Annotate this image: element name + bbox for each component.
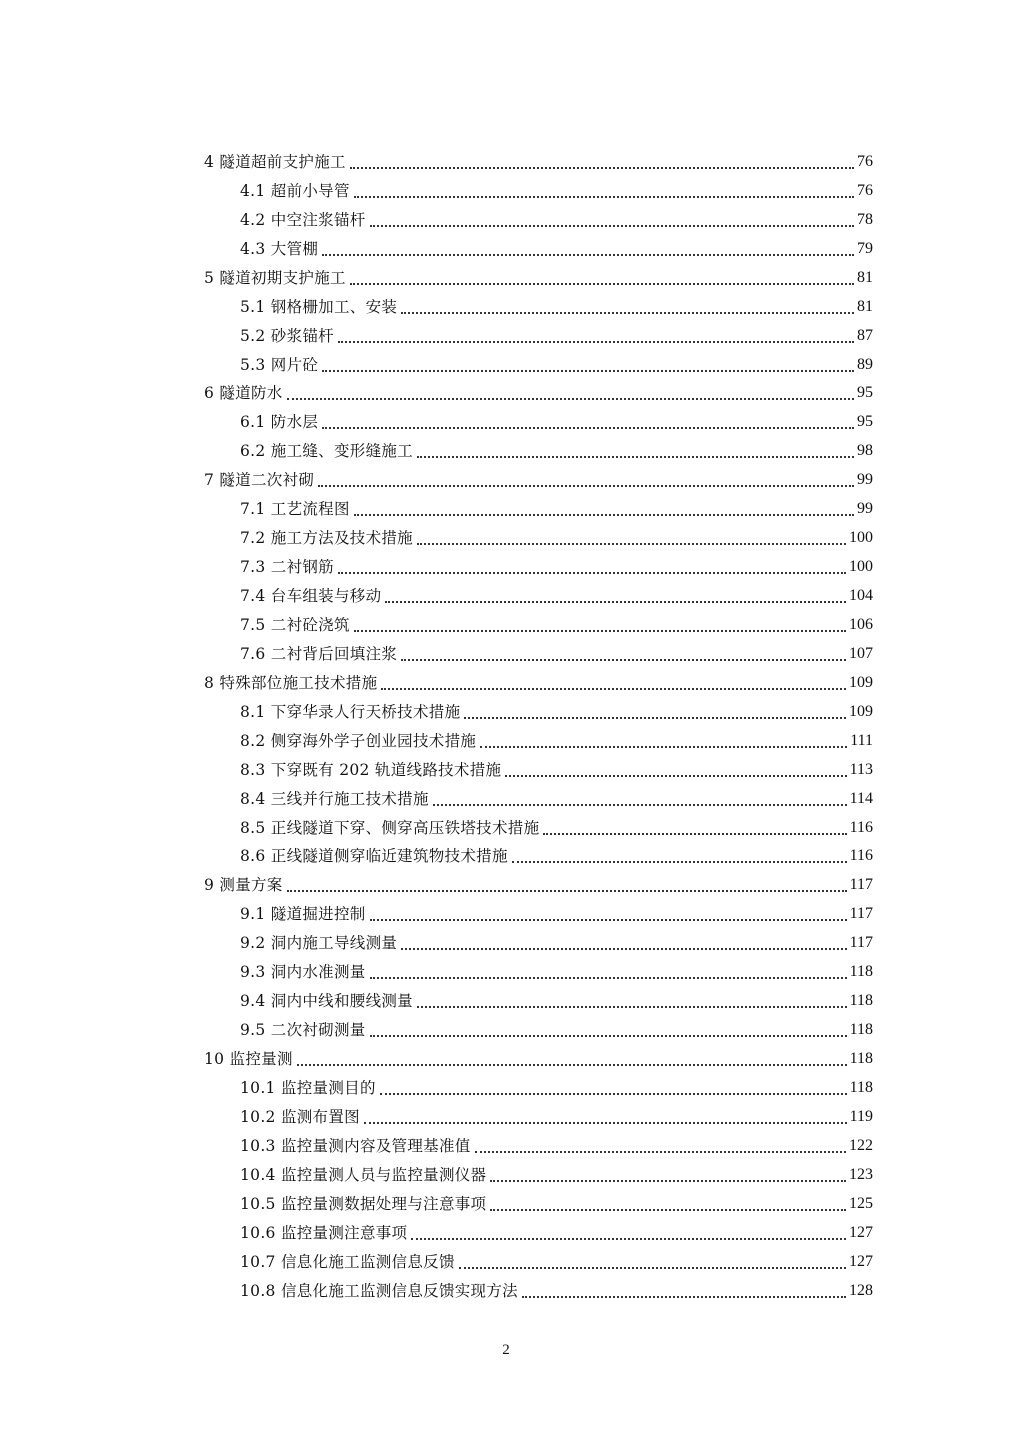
toc-dot-leader (505, 774, 846, 777)
toc-entry-page: 98 (857, 442, 873, 460)
toc-section-entry[interactable] (204, 495, 873, 524)
toc-entry-label: 4.2 中空注浆锚杆 (240, 210, 366, 229)
toc-dot-leader (370, 1034, 847, 1037)
toc-dot-leader (417, 455, 854, 458)
toc-entry-label: 10 监控量测 (204, 1050, 293, 1069)
toc-entry-label: 10.5 监控量测数据处理与注意事项 (240, 1194, 487, 1213)
toc-dot-leader (512, 860, 847, 863)
toc-dot-leader (417, 542, 846, 545)
toc-entry-label: 10.8 信息化施工监测信息反馈实现方法 (240, 1281, 518, 1300)
toc-dot-leader (417, 1005, 847, 1008)
toc-entry-label: 7 隧道二次衬砌 (204, 471, 315, 490)
page-number: 2 (502, 1342, 510, 1358)
toc-section-entry[interactable] (204, 235, 873, 264)
toc-entry-page: 123 (849, 1165, 873, 1183)
toc-dot-leader (380, 1092, 847, 1095)
toc-section-entry[interactable] (204, 929, 873, 958)
toc-entry-label: 6 隧道防水 (204, 384, 283, 403)
toc-dot-leader (354, 513, 854, 516)
toc-entry-label: 7.3 二衬钢筋 (240, 558, 334, 577)
toc-entry-label: 7.4 台车组装与移动 (240, 587, 382, 606)
toc-entry-page: 122 (849, 1136, 873, 1154)
toc-entry-label: 8.6 正线隧道侧穿临近建筑物技术措施 (240, 847, 508, 866)
toc-entry-label: 8.5 正线隧道下穿、侧穿高压铁塔技术措施 (240, 818, 540, 837)
toc-section-entry[interactable] (204, 900, 873, 929)
toc-entry-page: 87 (857, 326, 873, 344)
toc-entry-page: 116 (849, 847, 873, 865)
toc-dot-leader (364, 1121, 847, 1124)
toc-dot-leader (287, 397, 854, 400)
toc-section-entry[interactable] (204, 814, 873, 843)
toc-entry-label: 5.2 砂浆锚杆 (240, 326, 334, 345)
toc-dot-leader (433, 803, 847, 806)
toc-dot-leader (401, 947, 846, 950)
toc-entry-label: 4.3 大管棚 (240, 239, 319, 258)
toc-entry-page: 78 (857, 210, 873, 228)
toc-entry-label: 10.4 监控量测人员与监控量测仪器 (240, 1165, 487, 1184)
toc-dot-leader (297, 1063, 847, 1066)
toc-entry-page: 128 (849, 1281, 873, 1299)
toc-section-entry[interactable] (204, 958, 873, 987)
toc-entry-page: 111 (850, 731, 873, 749)
toc-entry-label: 10.7 信息化施工监测信息反馈 (240, 1252, 455, 1271)
toc-entry-label: 9.1 隧道掘进控制 (240, 905, 366, 924)
toc-dot-leader (338, 340, 854, 343)
toc-section-entry[interactable] (204, 843, 873, 872)
toc-entry-label: 5.3 网片砼 (240, 355, 319, 374)
toc-entry-page: 76 (857, 181, 873, 199)
toc-entry-page: 89 (857, 355, 873, 373)
toc-entry-label: 5 隧道初期支护施工 (204, 268, 346, 287)
toc-entry-page: 109 (849, 702, 873, 720)
toc-dot-leader (459, 1266, 846, 1269)
toc-section-entry[interactable] (204, 1074, 873, 1103)
toc-entry-label: 4 隧道超前支护施工 (204, 152, 346, 171)
toc-entry-page: 117 (849, 934, 873, 952)
toc-dot-leader (350, 282, 854, 285)
toc-entry-label: 7.6 二衬背后回填注浆 (240, 644, 398, 663)
toc-entry-page: 117 (849, 876, 873, 894)
toc-entry-page: 127 (849, 1252, 873, 1270)
toc-dot-leader (464, 716, 846, 719)
toc-dot-leader (522, 1295, 846, 1298)
toc-entry-label: 9.2 洞内施工导线测量 (240, 934, 398, 953)
toc-entry-page: 104 (849, 587, 873, 605)
toc-dot-leader (490, 1179, 846, 1182)
toc-dot-leader (543, 832, 846, 835)
toc-section-entry[interactable] (204, 611, 873, 640)
toc-entry-label: 8.2 侧穿海外学子创业园技术措施 (240, 731, 477, 750)
toc-dot-leader (385, 600, 846, 603)
toc-section-entry[interactable] (204, 1161, 873, 1190)
toc-entry-label: 9.5 二次衬砌测量 (240, 1021, 366, 1040)
toc-entry-page: 118 (849, 1078, 873, 1096)
toc-chapter-entry[interactable] (204, 466, 873, 495)
toc-dot-leader (322, 369, 854, 372)
toc-entry-label: 9.4 洞内中线和腰线测量 (240, 992, 413, 1011)
toc-entry-page: 117 (849, 905, 873, 923)
toc-entry-page: 118 (849, 992, 873, 1010)
toc-dot-leader (322, 426, 854, 429)
toc-dot-leader (370, 976, 847, 979)
toc-entry-page: 127 (849, 1223, 873, 1241)
toc-entry-page: 76 (857, 152, 873, 170)
toc-dot-leader (338, 571, 846, 574)
toc-entry-page: 99 (857, 471, 873, 489)
toc-section-entry[interactable] (204, 582, 873, 611)
toc-entry-page: 107 (849, 644, 873, 662)
toc-dot-leader (490, 1208, 846, 1211)
toc-entry-page: 125 (849, 1194, 873, 1212)
toc-dot-leader (318, 484, 854, 487)
toc-entry-page: 106 (849, 615, 873, 633)
toc-entry-page: 118 (849, 963, 873, 981)
toc-entry-page: 109 (849, 673, 873, 691)
toc-entry-label: 10.2 监测布置图 (240, 1107, 360, 1126)
toc-entry-label: 6.2 施工缝、变形缝施工 (240, 442, 413, 461)
toc-entry-page: 116 (849, 818, 873, 836)
toc-entry-label: 10.3 监控量测内容及管理基准值 (240, 1136, 471, 1155)
toc-section-entry[interactable] (204, 437, 873, 466)
toc-section-entry[interactable] (204, 206, 873, 235)
toc-section-entry[interactable] (204, 756, 873, 785)
toc-chapter-entry[interactable] (204, 669, 873, 698)
toc-entry-label: 6.1 防水层 (240, 413, 319, 432)
toc-section-entry[interactable] (204, 1016, 873, 1045)
toc-chapter-entry[interactable] (204, 871, 873, 900)
toc-entry-page: 114 (849, 789, 873, 807)
toc-dot-leader (381, 687, 846, 690)
toc-section-entry[interactable] (204, 698, 873, 727)
toc-chapter-entry[interactable] (204, 264, 873, 293)
toc-section-entry[interactable] (204, 785, 873, 814)
toc-entry-label: 9.3 洞内水准测量 (240, 963, 366, 982)
toc-chapter-entry[interactable] (204, 1045, 873, 1074)
toc-dot-leader (475, 1150, 846, 1153)
toc-dot-leader (401, 658, 846, 661)
table-of-contents (204, 148, 873, 1306)
toc-section-entry[interactable] (204, 987, 873, 1016)
toc-section-entry[interactable] (204, 408, 873, 437)
toc-dot-leader (350, 166, 854, 169)
toc-entry-label: 10.6 监控量测注意事项 (240, 1223, 408, 1242)
toc-section-entry[interactable] (204, 293, 873, 322)
toc-entry-page: 118 (849, 1021, 873, 1039)
toc-entry-page: 100 (849, 558, 873, 576)
toc-dot-leader (411, 1237, 846, 1240)
toc-entry-label: 9 测量方案 (204, 876, 283, 895)
toc-entry-label: 7.1 工艺流程图 (240, 500, 350, 519)
toc-entry-label: 10.1 监控量测目的 (240, 1078, 376, 1097)
toc-dot-leader (370, 918, 847, 921)
toc-entry-label: 4.1 超前小导管 (240, 181, 350, 200)
toc-entry-page: 79 (857, 239, 873, 257)
toc-section-entry[interactable] (204, 351, 873, 380)
toc-entry-label: 5.1 钢格栅加工、安装 (240, 297, 398, 316)
toc-entry-label: 8.4 三线并行施工技术措施 (240, 789, 429, 808)
toc-section-entry[interactable] (204, 1219, 873, 1248)
toc-chapter-entry[interactable] (204, 380, 873, 409)
toc-entry-page: 113 (849, 760, 873, 778)
toc-section-entry[interactable] (204, 1132, 873, 1161)
toc-entry-page: 119 (849, 1107, 873, 1125)
toc-section-entry[interactable] (204, 640, 873, 669)
toc-entry-page: 95 (857, 413, 873, 431)
toc-section-entry[interactable] (204, 553, 873, 582)
toc-chapter-entry[interactable] (204, 148, 873, 177)
toc-section-entry[interactable] (204, 1190, 873, 1219)
toc-entry-page: 99 (857, 500, 873, 518)
toc-entry-page: 95 (857, 384, 873, 402)
toc-dot-leader (322, 253, 854, 256)
toc-dot-leader (287, 889, 847, 892)
toc-entry-label: 7.2 施工方法及技术措施 (240, 529, 413, 548)
toc-dot-leader (354, 629, 846, 632)
toc-section-entry[interactable] (204, 524, 873, 553)
toc-section-entry[interactable] (204, 1277, 873, 1306)
toc-dot-leader (354, 195, 854, 198)
toc-entry-page: 81 (857, 297, 873, 315)
toc-entry-page: 81 (857, 268, 873, 286)
toc-entry-label: 7.5 二衬砼浇筑 (240, 615, 350, 634)
toc-dot-leader (370, 224, 854, 227)
toc-section-entry[interactable] (204, 322, 873, 351)
toc-entry-page: 118 (849, 1050, 873, 1068)
toc-section-entry[interactable] (204, 1248, 873, 1277)
toc-dot-leader (480, 745, 847, 748)
toc-entry-label: 8.3 下穿既有 202 轨道线路技术措施 (240, 760, 502, 779)
toc-entry-page: 100 (849, 529, 873, 547)
toc-dot-leader (401, 311, 854, 314)
toc-entry-label: 8.1 下穿华录人行天桥技术措施 (240, 702, 461, 721)
toc-entry-label: 8 特殊部位施工技术措施 (204, 673, 378, 692)
toc-section-entry[interactable] (204, 177, 873, 206)
toc-section-entry[interactable] (204, 1103, 873, 1132)
toc-section-entry[interactable] (204, 727, 873, 756)
